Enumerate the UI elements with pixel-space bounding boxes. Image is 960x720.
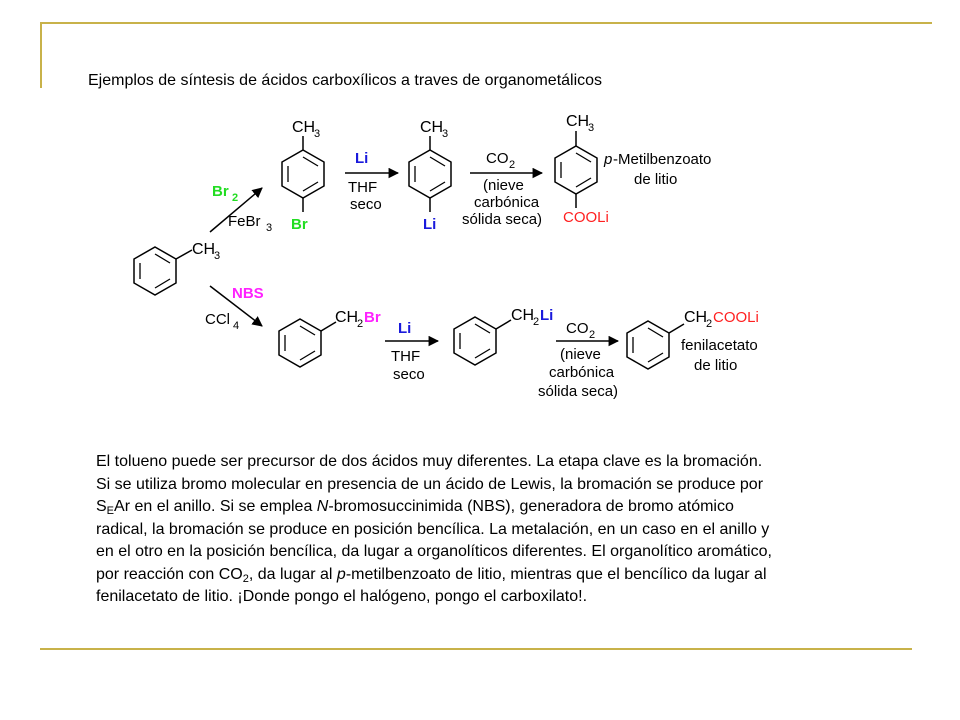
- product1-name-line1: -Metilbenzoato: [613, 151, 712, 168]
- phenylacetate-cooli: COOLi: [713, 309, 759, 326]
- bottom-rule: [40, 648, 912, 650]
- reagent-li-2: Li: [398, 320, 412, 337]
- benzyllithium-molecule: [454, 307, 553, 365]
- line3-part-b: -bromosuccinimida (NBS), generadora de bromo atómico: [328, 498, 734, 515]
- reagent-seco-1: seco: [350, 196, 382, 213]
- reagent-br2: Br: [212, 183, 229, 200]
- p-methylbenzoate-cooli: COOLi: [563, 209, 609, 226]
- toluene-molecule: [134, 241, 220, 295]
- benzyl-bromide-br: Br: [364, 309, 381, 326]
- product1-name-p: p: [604, 151, 613, 168]
- reagent-li-1: Li: [355, 150, 369, 167]
- benzyllithium-ch2: CH: [511, 307, 535, 324]
- reagent-febr3-sub: 3: [266, 222, 273, 234]
- se-s: S: [96, 498, 107, 515]
- product1-name-line2: de litio: [634, 171, 678, 188]
- reagent-ccl4: CCl: [205, 311, 230, 328]
- reagent-nieve-1b: carbónica: [474, 194, 540, 211]
- reagent-nieve-2b: carbónica: [549, 364, 615, 381]
- reagent-ccl4-sub: 4: [233, 320, 240, 332]
- reagent-nieve-2c: sólida seca): [538, 383, 619, 400]
- toluene-ch3: CH: [192, 241, 216, 258]
- paragraph-line-4: radical, la bromación se produce en posición bencílica. La metalación, en un caso en el anillo y: [96, 520, 770, 538]
- line6-italic-p: p: [336, 565, 346, 583]
- p-methylbenzoate-ch3: CH: [566, 113, 590, 130]
- product2-name-line1: fenilacetato: [681, 337, 758, 354]
- p-bromotoluene-br: Br: [291, 216, 308, 233]
- reagent-nieve-2a: (nieve: [560, 346, 601, 363]
- reagent-thf-1: THF: [348, 179, 378, 196]
- p-lithiotoluene-molecule: [409, 119, 451, 233]
- p-bromotoluene-ch3-sub: 3: [314, 128, 321, 140]
- benzyllithium-ch2-sub: 2: [533, 316, 540, 328]
- line3-italic-n: N: [316, 498, 329, 515]
- explanation-paragraph: [96, 451, 896, 609]
- p-bromotoluene-molecule: [282, 119, 324, 233]
- p-methylbenzoate-ch3-sub: 3: [588, 122, 595, 134]
- p-lithiotoluene-ch3-sub: 3: [442, 128, 449, 140]
- slide-title: Ejemplos de síntesis de ácidos carboxílicos a traves de organometálicos: [88, 72, 603, 89]
- paragraph-line-3: [96, 496, 896, 519]
- benzyl-bromide-ch2: CH: [335, 309, 359, 326]
- reagent-co2-2: CO: [566, 320, 589, 337]
- benzyl-bromide-ch2-sub: 2: [357, 318, 364, 330]
- reagent-co2-2-sub: 2: [589, 329, 596, 341]
- reagent-febr3: FeBr: [228, 213, 261, 230]
- reagent-co2-1: CO: [486, 150, 509, 167]
- phenylacetate-ch2: CH: [684, 309, 708, 326]
- line6-part-a: por reacción con CO: [96, 565, 243, 583]
- line6-part-c: -metilbenzoato de litio, mientras que el bencílico da lugar al: [345, 565, 767, 583]
- paragraph-line-7: fenilacetato de litio. ¡Donde pongo el halógeno, pongo el carboxilato!.: [96, 588, 588, 605]
- se-e-sub: E: [106, 505, 115, 517]
- reagent-br2-sub: 2: [232, 192, 239, 204]
- benzyl-bromide-molecule: [279, 309, 381, 367]
- p-bromotoluene-ch3: CH: [292, 119, 316, 136]
- benzyllithium-li: Li: [540, 307, 554, 324]
- p-methylbenzoate-molecule: [555, 113, 609, 226]
- line3-part-a: Ar en el anillo. Si se emplea: [114, 498, 317, 515]
- reagent-seco-2: seco: [393, 366, 425, 383]
- line6-co2-sub: 2: [242, 572, 249, 585]
- reagent-nieve-1c: sólida seca): [462, 211, 543, 228]
- reagent-thf-2: THF: [391, 348, 421, 365]
- p-lithiotoluene-ch3: CH: [420, 119, 444, 136]
- p-lithiotoluene-li: Li: [423, 216, 437, 233]
- line6-part-b: , da lugar al: [248, 565, 337, 583]
- reagent-nieve-1a: (nieve: [483, 177, 524, 194]
- paragraph-line-2: Si se utiliza bromo molecular en presencia de un ácido de Lewis, la bromación se produce por: [96, 475, 764, 493]
- phenylacetate-ch2-sub: 2: [706, 318, 713, 330]
- paragraph-line-5: en el otro en la posición bencílica, da lugar a organolíticos diferentes. El organolítico aromático,: [96, 543, 772, 560]
- reagent-nbs: NBS: [232, 285, 264, 302]
- paragraph-line-6: [96, 564, 896, 587]
- reagent-co2-1-sub: 2: [509, 159, 516, 171]
- product2-name-line2: de litio: [694, 357, 738, 374]
- toluene-ch3-sub: 3: [214, 250, 221, 262]
- paragraph-line-1: El tolueno puede ser precursor de dos ácidos muy diferentes. La etapa clave es la bromación.: [96, 453, 763, 470]
